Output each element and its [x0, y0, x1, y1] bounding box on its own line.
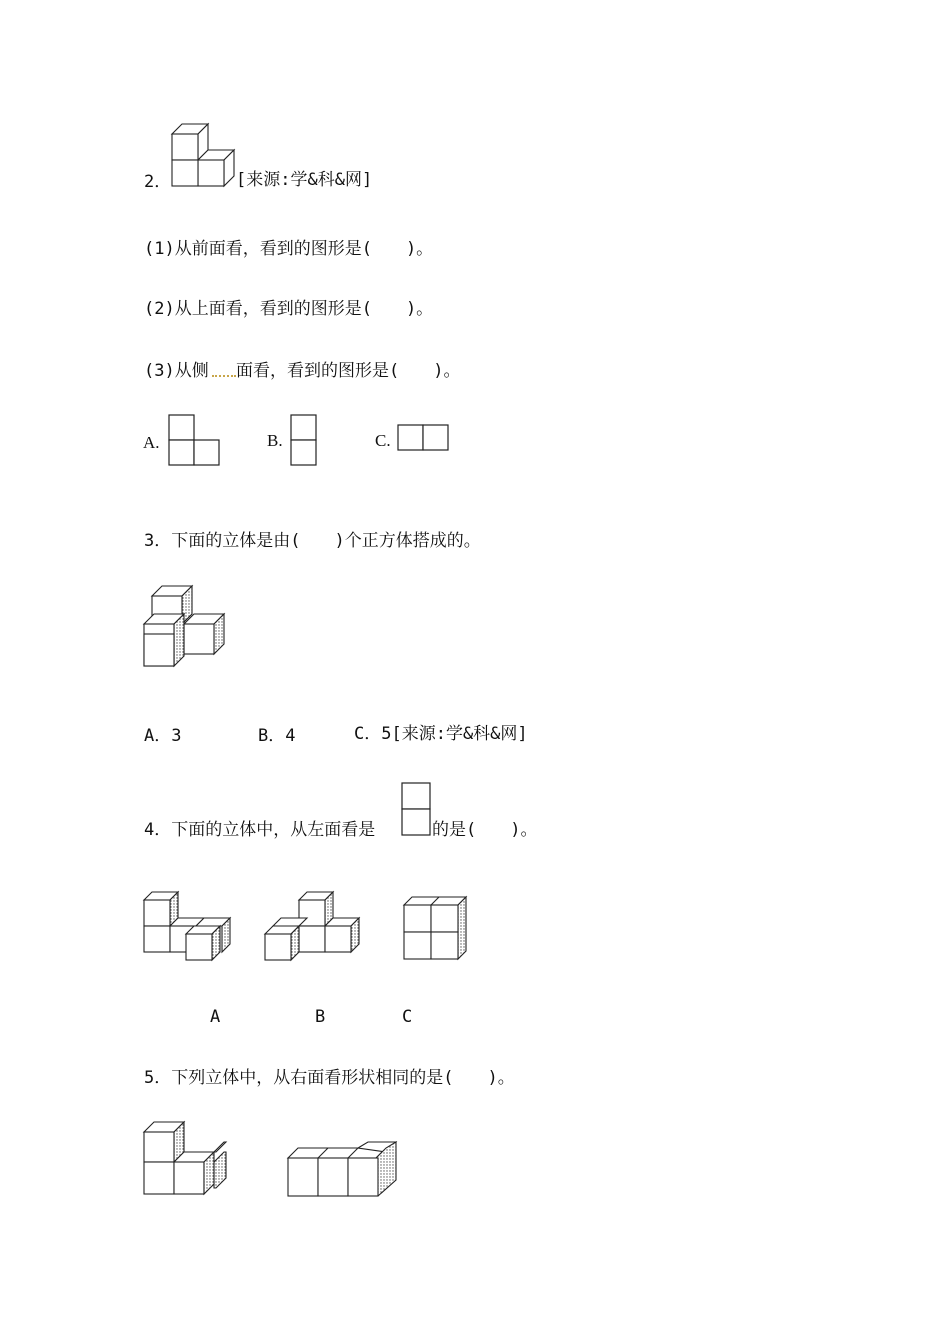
q2-cube-figure [168, 120, 238, 190]
q3-option-b: B．4 [258, 726, 296, 746]
q4-label-a: A [210, 1007, 221, 1027]
q4-option-c-figure [400, 895, 470, 965]
q4-question-part-a: 4．下面的立体中，从左面看是 [144, 820, 376, 840]
q2-sub2: (2)从上面看，看到的图形是( )。 [144, 299, 434, 319]
q3-question: 3．下面的立体是由( )个正方体搭成的。 [144, 531, 481, 551]
q4-option-a-figure [140, 888, 232, 964]
q5-option-1-figure [140, 1118, 230, 1198]
q2-number: 2． [144, 172, 172, 192]
q4-label-c: C [402, 1007, 413, 1027]
q4-label-b: B [315, 1007, 326, 1027]
q2-sub3-part-b: 面看，看到的图形是( )。 [236, 361, 461, 381]
q2-option-a-shape [168, 414, 222, 468]
q2-option-c-label: C. [375, 431, 391, 450]
q2-sub3-part-a: (3)从侧 [144, 361, 209, 381]
q5-option-2-figure [284, 1140, 400, 1200]
q2-sub1: (1)从前面看，看到的图形是( )。 [144, 239, 434, 259]
q3-option-c: C．5[来源:学&科&网] [354, 724, 528, 744]
q2-sub3-underline-mark [212, 372, 236, 377]
q5-question: 5．下列立体中，从右面看形状相同的是( )。 [144, 1068, 515, 1088]
q2-option-c-shape [397, 424, 453, 454]
q2-option-b-shape [290, 414, 320, 468]
q4-left-view-shape [401, 782, 433, 838]
q3-cube-figure [140, 582, 226, 668]
q2-source-note: [来源:学&科&网] [236, 170, 373, 190]
q3-option-a: A．3 [144, 726, 182, 746]
q2-option-b-label: B. [267, 431, 283, 450]
q4-question-part-b: 的是( )。 [432, 820, 538, 840]
q4-option-b-figure [261, 888, 361, 964]
q2-option-a-label: A. [143, 433, 160, 452]
